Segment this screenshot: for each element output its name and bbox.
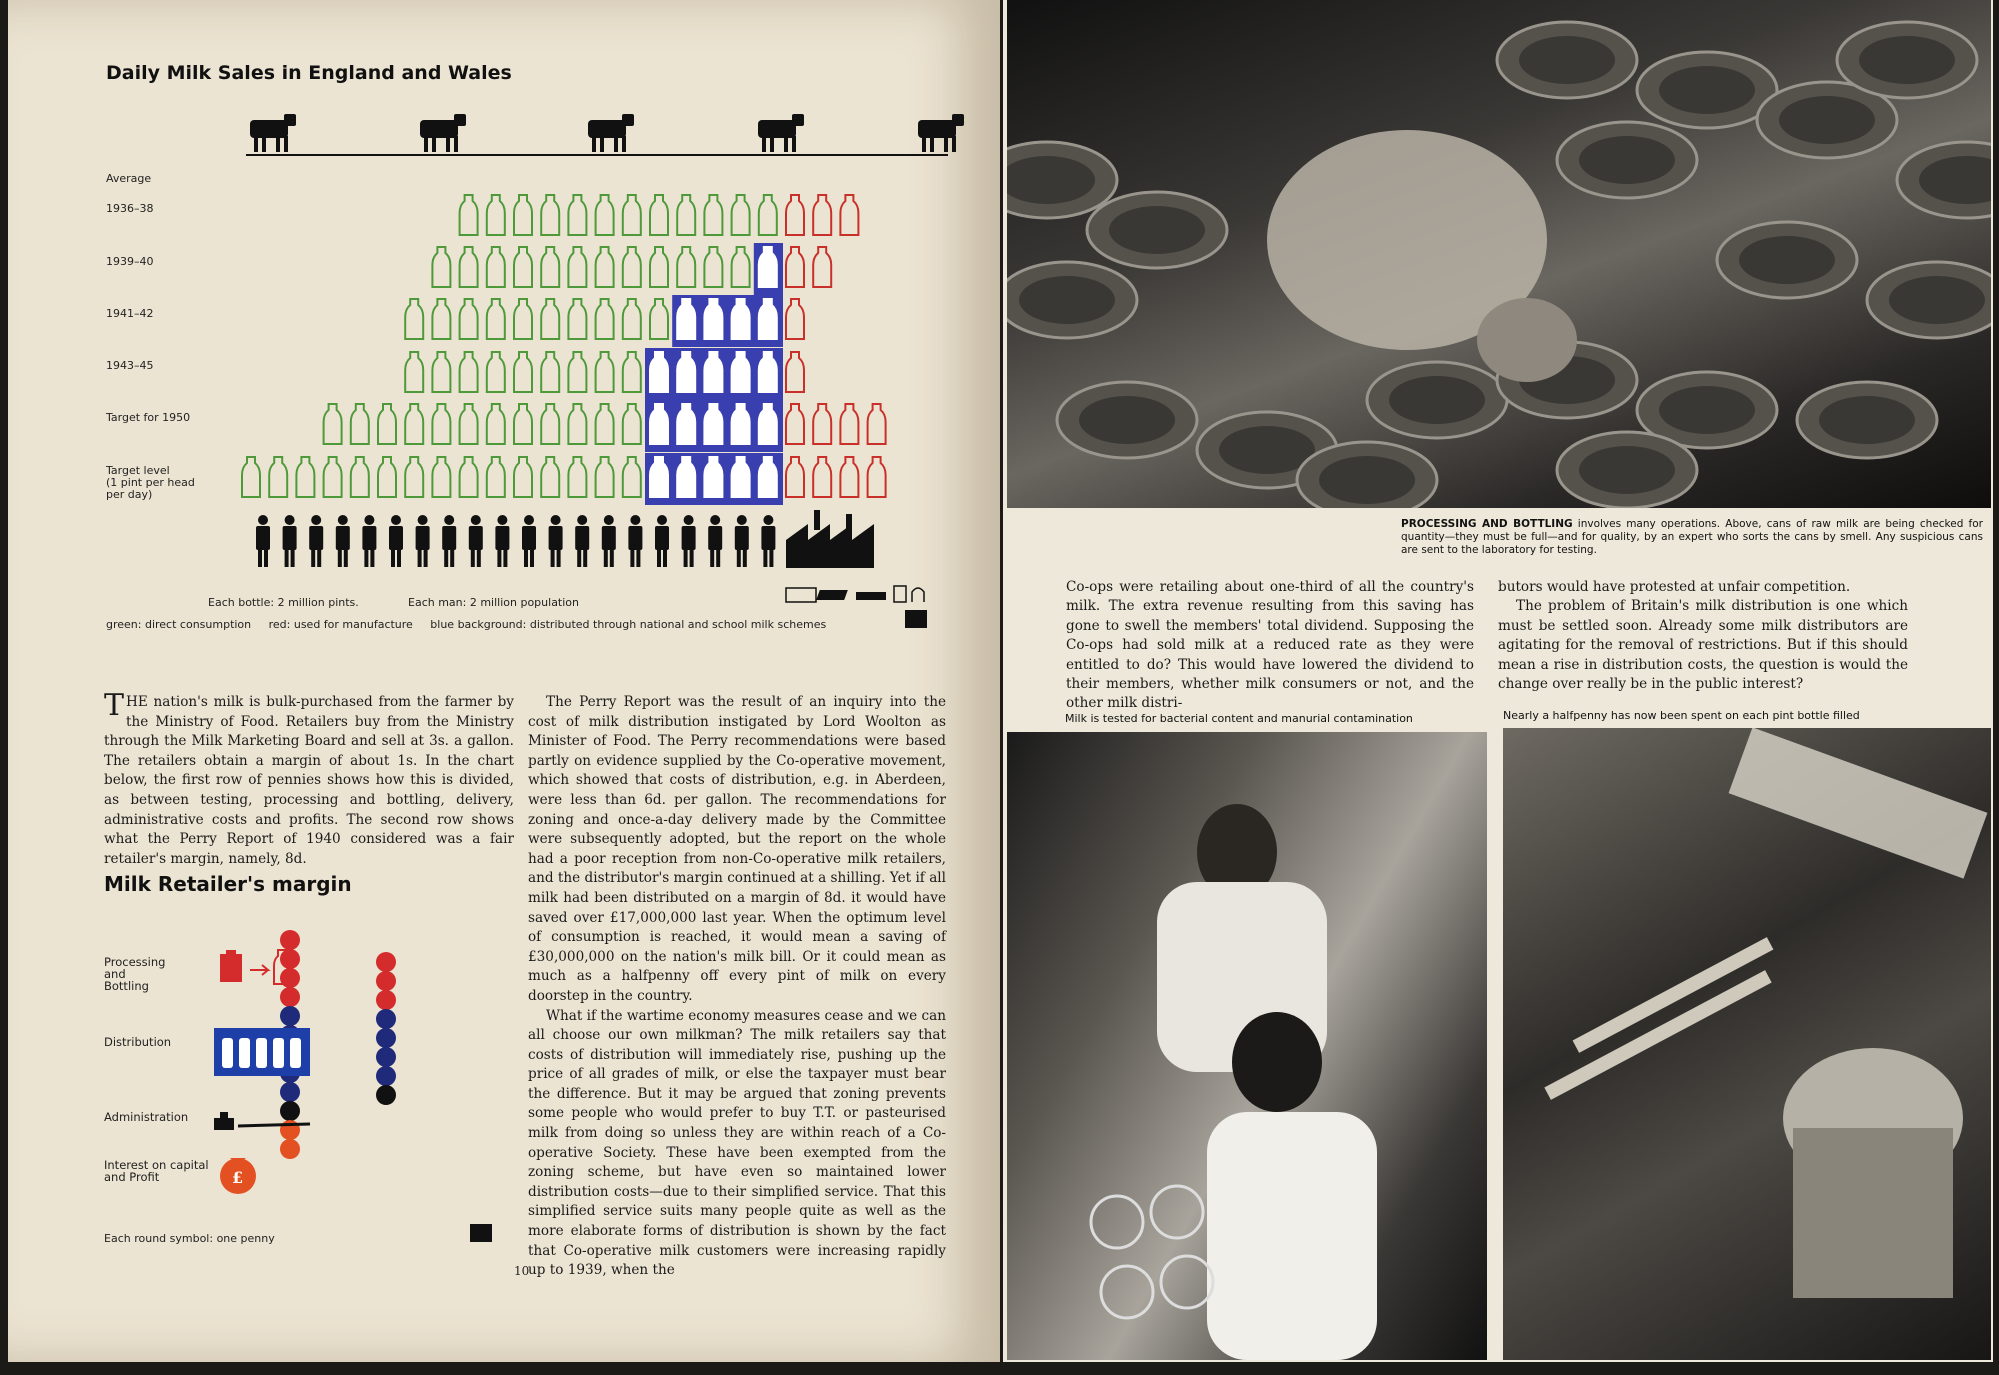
man-icon xyxy=(549,515,563,567)
man-icon xyxy=(735,515,749,567)
right-column-1 xyxy=(1066,578,1474,714)
left-column-2 xyxy=(528,693,946,1281)
penny-symbol xyxy=(376,971,396,991)
milk-bottle-icon xyxy=(568,352,586,392)
penny-symbol xyxy=(376,952,396,972)
isotype-logo xyxy=(470,1224,492,1242)
right-column-2 xyxy=(1498,578,1908,694)
milk-bottle-icon xyxy=(460,352,478,392)
right-column-2-paragraph-1: butors would have protested at unfair competition. xyxy=(1498,579,1851,595)
milk-bottle-icon xyxy=(623,352,641,392)
row-label-0: 1936–38 xyxy=(106,202,154,215)
milk-bottle-icon xyxy=(487,352,505,392)
penny-symbol xyxy=(376,1028,396,1048)
drop-cap: T xyxy=(104,688,125,723)
column-2-paragraph-2: What if the wartime economy measures cease and we can all choose our own milkman? The milk retailers say that costs of distribution will immediately rise, pushing up the price of all grades of milk, or else the taxpayer must bear the difference. But it may be argued that zoning prevents some people who would prefer to buy T.T. or pasteurised milk from doing so unless they are within reach of a Co-operative Society. These have been exempted from the zoning scheme, but have even so maintained lower distribution costs—due to their simplified service. That this simplified service suits many people quite as well as the more elaborate forms of distribution is shown by the fact that Co-operative milk customers were increasing rapidly up to 1939, when the xyxy=(528,1007,946,1279)
penny-symbol xyxy=(376,1085,396,1105)
penny-symbol xyxy=(376,1009,396,1029)
caption-right-photo: Nearly a halfpenny has now been spent on each pint bottle filled xyxy=(1503,709,1860,722)
milk-bottle-icon xyxy=(596,195,614,235)
man-icon xyxy=(682,515,696,567)
milk-bottle-icon xyxy=(541,299,559,339)
milk-bottle-icon xyxy=(596,247,614,287)
right-column-2-paragraph-2: The problem of Britain's milk distribution is one which must be settled soon. Already some milk distributors are agitating for the removal of restrictions. But if this should mean a rise in distribution costs, the question is would the change over really be in the public interest? xyxy=(1498,598,1908,693)
column-2-paragraph-1: The Perry Report was the result of an inquiry into the cost of milk distribution instigated by Lord Woolton as Minister of Food. The Perry recommendations were based partly on evidence supplied by the Co-operative movement, which showed that costs of distribution, e.g. in Aberdeen, were less than 6d. per gallon. The recommendations for zoning and once-a-day delivery made by the Committee were subsequently adopted, but the report on the whole had a poor reception from non-Co-operative milk retailers, and the distributor's margin continued at a shilling. Yet if all milk had been distributed on a margin of 8d. it would have saved over £17,000,000 last year. When the optimum level of consumption is reached, it would mean a saving of £30,000,000 on the nation's milk bill. Or it could mean as much as a halfpenny off every pint of milk on every doorstep in the country. xyxy=(528,694,946,1004)
column-1-text: HE nation's milk is bulk-purchased from the farmer by the Ministry of Food. Retailers buy from the Ministry through the Milk Marketing Board and sell at 3s. a gallon. The retailers obtain a margin of about 1s. In the chart below, the first row of pennies shows how this is divided, as between testing, processing and bottling, delivery, administrative costs and profits. The second row shows what the Perry Report of 1940 considered was a fair retailer's margin, namely, 8d. xyxy=(104,694,514,867)
can-to-bottle-icon xyxy=(220,950,290,984)
milk-bottle-icon xyxy=(813,404,831,444)
milk-bottle-icon xyxy=(786,404,804,444)
milk-bottle-icon xyxy=(351,404,369,444)
milk-bottle-icon xyxy=(432,404,450,444)
milk-bottle-icon xyxy=(460,195,478,235)
milk-bottle-icon xyxy=(732,247,750,287)
milk-bottle-icon xyxy=(840,404,858,444)
milk-bottle-icon xyxy=(596,299,614,339)
milk-bottle-icon xyxy=(786,352,804,392)
milk-cans-illustration xyxy=(1007,0,1991,508)
margin-chart-title: Milk Retailer's margin xyxy=(104,872,352,896)
page-number: 10 xyxy=(514,1264,530,1278)
caption-left-photo: Milk is tested for bacterial content and manurial contamination xyxy=(1065,712,1413,725)
milk-bottle-icon xyxy=(460,299,478,339)
milk-bottle-icon xyxy=(650,299,668,339)
margin-label-processing: Processing and Bottling xyxy=(104,955,166,993)
milk-bottle-icon xyxy=(623,195,641,235)
milk-bottle-icon xyxy=(405,404,423,444)
milk-bottle-icon xyxy=(596,352,614,392)
milk-bottle-icon xyxy=(677,195,695,235)
penny-symbol xyxy=(280,930,300,950)
man-icon xyxy=(469,515,483,567)
milk-bottle-icon xyxy=(514,404,532,444)
milk-bottle-icon xyxy=(623,247,641,287)
caption-top-heading: PROCESSING AND BOTTLING xyxy=(1401,518,1573,530)
milk-bottle-icon xyxy=(759,195,777,235)
milk-bottle-icon xyxy=(242,457,260,497)
photo-bottling-machine xyxy=(1503,728,1991,1360)
photo-milk-cans xyxy=(1007,0,1991,508)
milk-bottle-icon xyxy=(514,299,532,339)
cow-icon xyxy=(250,114,296,152)
man-note: Each man: 2 million population xyxy=(408,596,580,609)
milk-bottle-icon xyxy=(732,195,750,235)
cow-icon xyxy=(588,114,634,152)
row-label-3: 1943–45 xyxy=(106,359,154,372)
penny-symbol xyxy=(376,1047,396,1067)
milk-bottle-icon xyxy=(460,404,478,444)
cow-icon xyxy=(420,114,466,152)
milk-bottle-icon xyxy=(623,457,641,497)
man-icon xyxy=(416,515,430,567)
row-label-average: Average xyxy=(106,172,152,185)
caption-top xyxy=(1401,518,1983,557)
milk-bottle-icon xyxy=(460,457,478,497)
milk-bottle-icon xyxy=(541,247,559,287)
laboratory-illustration xyxy=(1007,732,1487,1360)
penny-symbol xyxy=(280,1101,300,1121)
money-bag-icon xyxy=(220,1158,256,1194)
milk-bottle-icon xyxy=(541,457,559,497)
milk-bottle-icon xyxy=(568,299,586,339)
man-icon xyxy=(389,515,403,567)
milk-bottle-icon xyxy=(405,457,423,497)
delivery-crate-icon xyxy=(214,1028,310,1076)
bottle-note: Each bottle: 2 million pints. xyxy=(208,596,359,609)
milk-bottle-icon xyxy=(487,299,505,339)
right-column-1-text: Co-ops were retailing about one-third of all the country's milk. The extra revenue resulting from this saving has gone to swell the members' total dividend. Supposing the Co-ops had sold milk at a reduced rate as they were entitled to do? This would have lowered the dividend to their members, whether milk consumers or not, and the other milk distri- xyxy=(1066,579,1474,712)
man-icon xyxy=(256,515,270,567)
milk-bottle-icon xyxy=(568,457,586,497)
row-label-1: 1939–40 xyxy=(106,255,154,268)
penny-symbol xyxy=(280,1006,300,1026)
penny-symbol xyxy=(280,1082,300,1102)
man-icon xyxy=(336,515,350,567)
man-icon xyxy=(708,515,722,567)
man-icon xyxy=(575,515,589,567)
milk-bottle-icon xyxy=(650,195,668,235)
bottling-machine-illustration xyxy=(1503,728,1991,1360)
milk-bottle-icon xyxy=(351,457,369,497)
milk-bottle-icon xyxy=(786,247,804,287)
caption-top-text: involves many operations. Above, cans of raw milk are being checked for quantity—they must be full—and for quality, by an expert who sorts the cans by smell. Any suspicious cans are sent to the laboratory for testing. xyxy=(1401,518,1983,556)
milk-bottle-icon xyxy=(432,299,450,339)
milk-bottle-icon xyxy=(514,457,532,497)
milk-bottle-icon xyxy=(514,352,532,392)
man-icon xyxy=(283,515,297,567)
milk-bottle-icon xyxy=(623,299,641,339)
man-icon xyxy=(602,515,616,567)
svg-text:£: £ xyxy=(232,1168,244,1187)
milk-bottle-icon xyxy=(487,247,505,287)
milk-bottle-icon xyxy=(568,404,586,444)
man-icon xyxy=(309,515,323,567)
milk-bottle-icon xyxy=(813,457,831,497)
cow-icon xyxy=(758,114,804,152)
milk-bottle-icon xyxy=(650,247,668,287)
man-icon xyxy=(761,515,775,567)
milk-bottle-icon xyxy=(623,404,641,444)
milk-bottle-icon xyxy=(324,457,342,497)
milk-bottle-icon xyxy=(677,247,695,287)
man-icon xyxy=(442,515,456,567)
row-label-2: 1941–42 xyxy=(106,307,154,320)
milk-bottle-icon xyxy=(868,404,886,444)
penny-symbol xyxy=(376,990,396,1010)
penny-symbol xyxy=(376,1066,396,1086)
margin-label-administration: Administration xyxy=(104,1110,189,1124)
milk-bottle-icon xyxy=(704,195,722,235)
right-page xyxy=(1003,0,1993,1362)
milk-bottle-icon xyxy=(296,457,314,497)
milk-bottle-icon xyxy=(786,457,804,497)
row-label-5: Target level (1 pint per head per day) xyxy=(106,464,195,501)
milk-bottle-icon xyxy=(378,404,396,444)
milk-bottle-icon xyxy=(813,195,831,235)
factory-icon xyxy=(786,510,874,568)
row-label-4: Target for 1950 xyxy=(106,411,191,424)
milk-bottle-icon xyxy=(541,195,559,235)
milk-bottle-icon xyxy=(324,404,342,444)
penny-symbol xyxy=(280,1139,300,1159)
dairy-products-icon xyxy=(786,586,924,602)
milk-bottle-icon xyxy=(568,195,586,235)
man-icon xyxy=(522,515,536,567)
man-icon xyxy=(628,515,642,567)
cow-icon xyxy=(918,114,964,152)
milk-bottle-icon xyxy=(432,247,450,287)
milk-bottle-icon xyxy=(432,352,450,392)
man-icon xyxy=(655,515,669,567)
milk-bottle-icon xyxy=(868,457,886,497)
milk-bottle-icon xyxy=(378,457,396,497)
milk-bottle-icon xyxy=(840,195,858,235)
milk-bottle-icon xyxy=(269,457,287,497)
penny-symbol xyxy=(280,987,300,1007)
penny-note: Each round symbol: one penny xyxy=(104,1232,275,1245)
isotype-logo xyxy=(905,610,927,628)
milk-bottle-icon xyxy=(596,404,614,444)
milk-bottle-icon xyxy=(405,299,423,339)
left-page xyxy=(8,0,1000,1362)
left-column-1 xyxy=(104,688,514,869)
milk-bottle-icon xyxy=(568,247,586,287)
milk-bottle-icon xyxy=(786,195,804,235)
milk-bottle-icon xyxy=(813,247,831,287)
milk-bottle-icon xyxy=(514,247,532,287)
photo-laboratory xyxy=(1007,732,1487,1360)
milk-sales-pictogram xyxy=(8,0,1000,640)
milk-bottle-icon xyxy=(840,457,858,497)
milk-bottle-icon xyxy=(487,457,505,497)
margin-label-interest: Interest on capital and Profit xyxy=(104,1158,209,1184)
milk-bottle-icon xyxy=(596,457,614,497)
milk-bottle-icon xyxy=(487,404,505,444)
chart-title: Daily Milk Sales in England and Wales xyxy=(106,62,512,84)
milk-bottle-icon xyxy=(541,404,559,444)
man-icon xyxy=(362,515,376,567)
man-icon xyxy=(495,515,509,567)
milk-bottle-icon xyxy=(541,352,559,392)
milk-bottle-icon xyxy=(432,457,450,497)
color-legend: green: direct consumption red: used for manufacture blue background: distributed through national and school milk schemes xyxy=(106,618,827,631)
milk-bottle-icon xyxy=(786,299,804,339)
margin-label-distribution: Distribution xyxy=(104,1035,172,1049)
milk-bottle-icon xyxy=(405,352,423,392)
milk-bottle-icon xyxy=(514,195,532,235)
milk-bottle-icon xyxy=(460,247,478,287)
milk-bottle-icon xyxy=(704,247,722,287)
milk-bottle-icon xyxy=(487,195,505,235)
